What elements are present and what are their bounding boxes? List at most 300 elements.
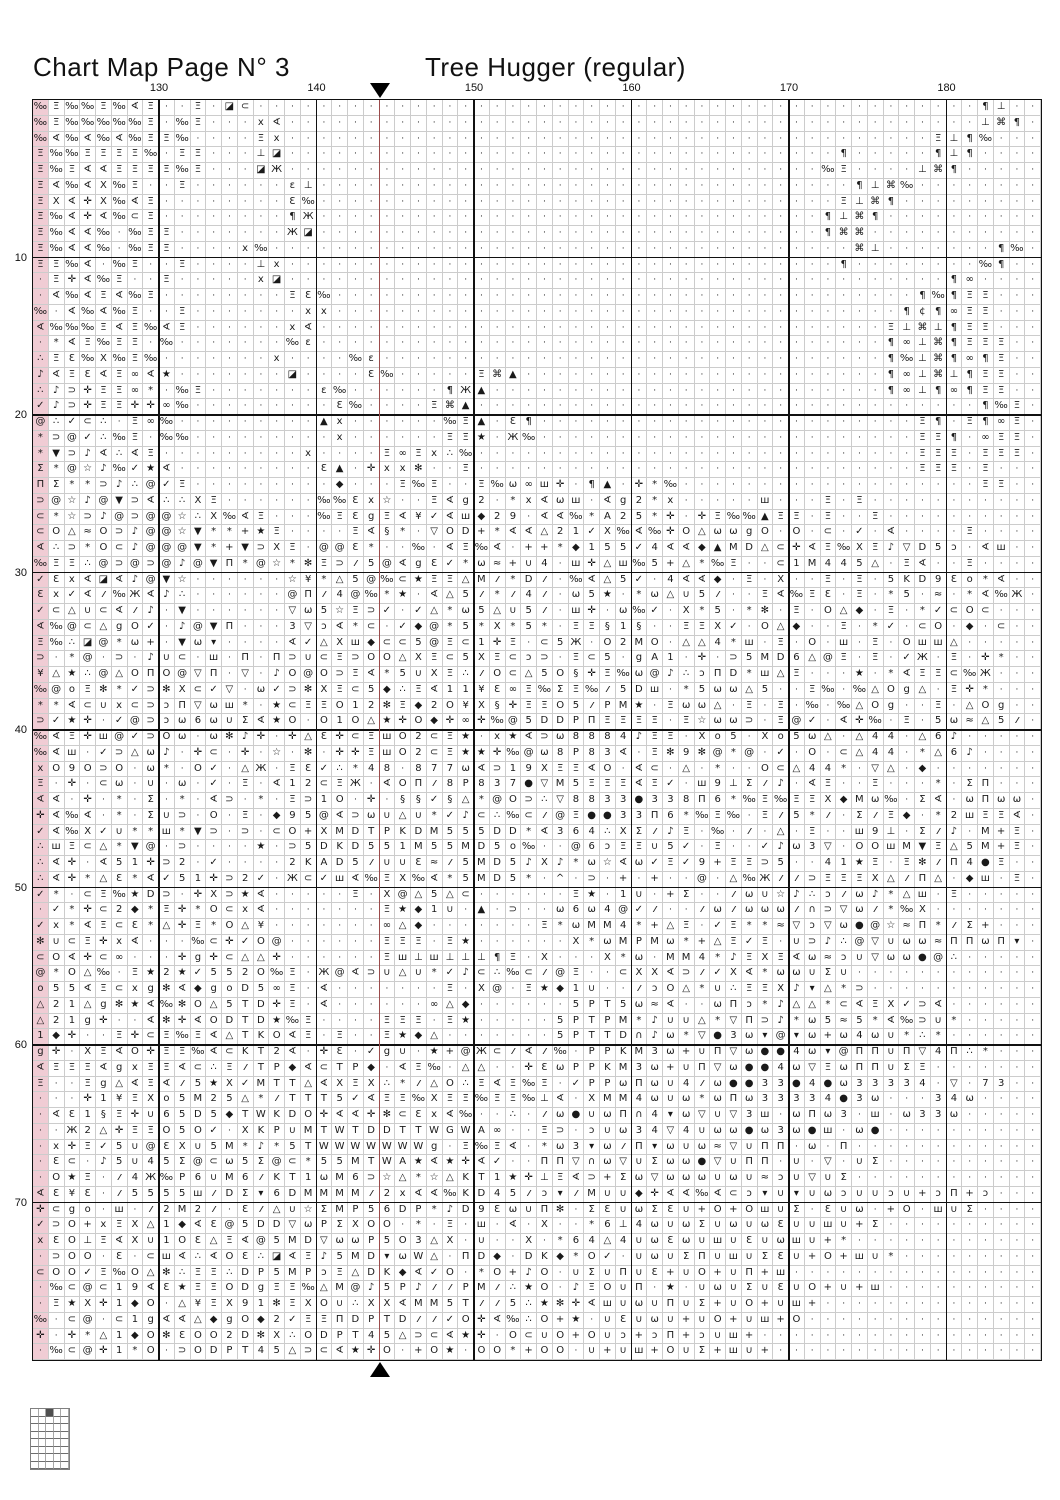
stitch-cell: 5 [443,825,459,841]
stitch-cell: ♪ [947,730,963,746]
stitch-cell: · [663,132,679,148]
stitch-cell: ⁄⁄ [710,588,726,604]
stitch-cell: · [80,1029,96,1045]
stitch-cell: · [569,273,585,289]
stitch-cell: · [1025,573,1041,589]
stitch-cell: O [443,1266,459,1282]
stitch-cell: O [285,667,301,683]
stitch-cell: · [600,195,616,211]
stitch-cell: x [521,494,537,510]
stitch-cell: · [521,1155,537,1171]
stitch-cell: · [474,1108,490,1124]
stitch-cell: · [96,651,112,667]
stitch-cell: ∴ [65,636,81,652]
stitch-cell: · [569,163,585,179]
stitch-cell: ✓ [206,1124,222,1140]
stitch-cell: ¶ [584,478,600,494]
stitch-cell: ⊃ [285,651,301,667]
stitch-cell: · [899,982,915,998]
stitch-cell: · [600,100,616,116]
stitch-cell: · [679,210,695,226]
stitch-cell: · [1025,588,1041,604]
stitch-cell: ∢ [33,620,49,636]
stitch-cell: Ξ [836,163,852,179]
stitch-cell: · [395,352,411,368]
stitch-cell: · [506,321,522,337]
stitch-cell: · [852,1108,868,1124]
stitch-cell: Ξ [537,699,553,715]
stitch-cell: · [364,147,380,163]
stitch-cell: ∪ [742,1250,758,1266]
stitch-cell: · [191,573,207,589]
stitch-cell: Ξ [96,919,112,935]
stitch-cell: ∢ [663,998,679,1014]
stitch-cell: X [616,825,632,841]
stitch-cell: G [443,1124,459,1140]
stitch-cell: ⊥ [947,132,963,148]
stitch-cell: · [915,1171,931,1187]
stitch-cell: · [931,1171,947,1187]
stitch-cell: W [411,1250,427,1266]
stitch-cell: · [773,683,789,699]
stitch-cell: K [254,1124,270,1140]
stitch-cell: · [647,116,663,132]
stitch-cell: ⁄⁄ [569,1187,585,1203]
stitch-cell: · [947,1061,963,1077]
stitch-cell: ‰ [49,210,65,226]
stitch-cell: 1 [506,762,522,778]
stitch-cell: ▾ [584,1140,600,1156]
stitch-cell: 4 [852,1029,868,1045]
stitch-cell: § [632,620,648,636]
stitch-cell: · [332,935,348,951]
stitch-cell: · [915,1124,931,1140]
stitch-cell: · [836,384,852,400]
stitch-cell: · [710,273,726,289]
stitch-cell: ✓ [663,777,679,793]
stitch-cell: · [884,636,900,652]
stitch-cell: ∢ [285,1250,301,1266]
stitch-cell: · [978,1234,994,1250]
stitch-cell: ⊥ [852,195,868,211]
stitch-cell: ▾ [647,1140,663,1156]
stitch-cell: ¥ [33,667,49,683]
stitch-cell: * [710,1014,726,1030]
stitch-cell: ⊃ [143,557,159,573]
stitch-cell: 1 [254,1297,270,1313]
stitch-cell: · [458,352,474,368]
stitch-cell: ⁄⁄ [521,1187,537,1203]
stitch-cell: 5 [931,714,947,730]
stitch-cell: ∪ [285,1203,301,1219]
stitch-cell: △ [269,1203,285,1219]
stitch-cell: Ɛ [33,588,49,604]
stitch-cell: · [206,226,222,242]
stitch-cell: ▽ [726,1108,742,1124]
stitch-cell: · [506,399,522,415]
stitch-cell: · [663,242,679,258]
stitch-cell: ω [632,951,648,967]
stitch-cell: D [254,1014,270,1030]
stitch-cell: 6 [191,714,207,730]
stitch-cell: @ [553,966,569,982]
stitch-cell: · [443,321,459,337]
stitch-cell: · [805,1203,821,1219]
stitch-cell: Ξ [679,825,695,841]
stitch-cell: Ξ [427,494,443,510]
stitch-cell: Ξ [789,510,805,526]
stitch-cell: ε [301,336,317,352]
stitch-cell: · [978,1281,994,1297]
stitch-cell: ≈ [821,951,837,967]
stitch-cell: · [742,762,758,778]
stitch-cell: 4 [695,951,711,967]
stitch-cell: · [411,132,427,148]
stitch-cell: · [301,100,317,116]
stitch-cell: Ɛ [49,1155,65,1171]
stitch-cell: 1 [128,856,144,872]
stitch-cell: · [758,289,774,305]
stitch-cell: Ξ [285,966,301,982]
stitch-cell: · [758,226,774,242]
stitch-cell: · [254,746,270,762]
stitch-cell: · [254,699,270,715]
stitch-cell: Ξ [128,321,144,337]
stitch-cell: ‰ [836,541,852,557]
stitch-cell: ∪ [868,1187,884,1203]
stitch-cell: · [663,620,679,636]
stitch-cell: · [301,714,317,730]
stitch-cell: o [65,683,81,699]
stitch-cell: · [821,699,837,715]
stitch-cell: 9 [695,856,711,872]
stitch-cell: O [899,1203,915,1219]
stitch-cell: · [1010,888,1026,904]
stitch-cell: ✛ [663,525,679,541]
stitch-cell: ‰ [474,541,490,557]
stitch-cell: ∪ [632,1313,648,1329]
stitch-cell: · [301,163,317,179]
stitch-cell: * [569,856,585,872]
stitch-cell: · [443,163,459,179]
stitch-cell: ¥ [254,919,270,935]
stitch-cell: § [490,699,506,715]
stitch-cell: ⁄⁄ [411,1077,427,1093]
stitch-cell: + [994,840,1010,856]
stitch-cell: 1 [285,777,301,793]
stitch-cell: ⊂ [49,604,65,620]
stitch-cell: △ [301,1077,317,1093]
stitch-cell: Ξ [821,777,837,793]
stitch-cell: · [758,273,774,289]
stitch-cell: ∪ [726,1281,742,1297]
stitch-cell: * [742,604,758,620]
stitch-cell: · [899,195,915,211]
stitch-cell: · [427,258,443,274]
stitch-cell: ∪ [663,1077,679,1093]
stitch-cell: · [852,1171,868,1187]
stitch-cell: ⁄⁄ [364,856,380,872]
stitch-cell: ∴ [33,856,49,872]
stitch-cell: D [506,825,522,841]
stitch-cell: Σ [647,1203,663,1219]
stitch-cell: · [348,1014,364,1030]
stitch-cell: Ж [915,651,931,667]
stitch-cell: · [301,510,317,526]
stitch-cell: ∢ [616,856,632,872]
stitch-cell: · [395,321,411,337]
stitch-cell: · [1010,1108,1026,1124]
stitch-cell: · [159,195,175,211]
stitch-cell: · [868,273,884,289]
stitch-cell: Ξ [96,1045,112,1061]
stitch-cell: ✛ [143,856,159,872]
stitch-cell: · [537,1029,553,1045]
stitch-cell: · [490,494,506,510]
stitch-cell: · [632,872,648,888]
stitch-cell: Ξ [427,651,443,667]
stitch-cell: · [1010,273,1026,289]
stitch-cell: 6 [663,809,679,825]
stitch-cell: ★ [458,1014,474,1030]
stitch-cell: · [742,368,758,384]
stitch-cell: 2 [380,1187,396,1203]
stitch-cell: ⊂ [65,935,81,951]
stitch-cell: ¥ [474,683,490,699]
stitch-cell: · [332,163,348,179]
stitch-cell: · [773,163,789,179]
stitch-cell: ✛ [80,903,96,919]
stitch-cell: · [915,242,931,258]
stitch-cell: · [821,368,837,384]
stitch-cell: ✓ [427,793,443,809]
stitch-cell: · [726,226,742,242]
stitch-cell: P [269,1061,285,1077]
stitch-cell: Ɛ [332,1045,348,1061]
stitch-cell: Ξ [96,321,112,337]
stitch-cell: ¶ [947,289,963,305]
stitch-cell: ✛ [474,1313,490,1329]
stitch-cell: ● [521,777,537,793]
stitch-cell: Ξ [254,510,270,526]
stitch-cell: · [1025,336,1041,352]
stitch-cell: △ [521,667,537,683]
stitch-cell: Π [852,1045,868,1061]
stitch-cell: · [584,258,600,274]
stitch-cell: 5 [852,557,868,573]
stitch-cell: Ξ [994,478,1010,494]
stitch-cell: · [931,478,947,494]
stitch-cell: · [758,431,774,447]
stitch-cell: ∢ [506,1140,522,1156]
stitch-cell: ω [978,935,994,951]
stitch-cell: Ж [285,872,301,888]
stitch-cell: · [427,116,443,132]
stitch-cell: ∪ [632,1234,648,1250]
stitch-cell: · [553,100,569,116]
stitch-cell: · [364,998,380,1014]
stitch-cell: § [96,1108,112,1124]
stitch-cell: · [710,289,726,305]
stitch-cell: · [899,494,915,510]
stitch-cell: ∪ [852,951,868,967]
stitch-cell: · [411,179,427,195]
stitch-cell: O [96,525,112,541]
stitch-cell: · [506,336,522,352]
stitch-cell: Ξ [269,1281,285,1297]
stitch-cell: * [33,431,49,447]
stitch-cell: ✛ [584,557,600,573]
stitch-cell: ‰ [49,1281,65,1297]
stitch-cell: O [537,1266,553,1282]
stitch-cell: ∴ [395,683,411,699]
stitch-cell: ⁄⁄ [836,888,852,904]
stitch-cell: · [395,147,411,163]
stitch-cell: 4 [521,588,537,604]
stitch-cell: ✛ [112,1124,128,1140]
stitch-cell: · [411,258,427,274]
stitch-cell: · [222,651,238,667]
stitch-cell: O [490,1266,506,1282]
stitch-cell: ⌘ [836,226,852,242]
row-label: 60 [14,1039,27,1051]
stitch-cell: Σ [899,1061,915,1077]
stitch-cell: ∢ [490,541,506,557]
stitch-cell: 9 [474,1203,490,1219]
stitch-cell: · [616,352,632,368]
stitch-cell: · [868,147,884,163]
stitch-cell: ⊥ [947,147,963,163]
stitch-cell: · [348,951,364,967]
stitch-cell: D [348,840,364,856]
stitch-cell: △ [852,730,868,746]
stitch-cell: · [80,856,96,872]
stitch-cell: Ξ [49,116,65,132]
stitch-cell: · [395,100,411,116]
stitch-cell: * [112,840,128,856]
stitch-cell: ∴ [49,541,65,557]
stitch-cell: ∞ [899,368,915,384]
stitch-cell: · [506,982,522,998]
stitch-cell: ш [616,557,632,573]
stitch-cell: Ξ [994,431,1010,447]
stitch-cell: 7 [978,1077,994,1093]
stitch-cell: D [380,1124,396,1140]
stitch-cell: ▾ [380,1250,396,1266]
stitch-cell: · [1025,966,1041,982]
stitch-cell: · [490,352,506,368]
stitch-cell: · [380,163,396,179]
stitch-cell: Ξ [364,730,380,746]
stitch-cell: · [395,384,411,400]
stitch-cell: P [569,1014,585,1030]
stitch-cell: ⊃ [143,714,159,730]
stitch-cell: 1 [191,872,207,888]
stitch-cell: ⊃ [65,447,81,463]
stitch-cell: △ [695,525,711,541]
stitch-cell: X [80,1045,96,1061]
stitch-cell: · [254,620,270,636]
stitch-cell: D [332,856,348,872]
stitch-cell: · [411,982,427,998]
stitch-cell: ⁄⁄ [364,1187,380,1203]
stitch-cell: + [852,1218,868,1234]
stitch-cell: ∢ [931,998,947,1014]
stitch-cell: · [348,1029,364,1045]
stitch-cell: O [65,1218,81,1234]
stitch-cell: ∪ [600,1266,616,1282]
stitch-cell: ⁄⁄ [1010,714,1026,730]
stitch-cell: · [616,415,632,431]
stitch-cell: 3 [726,1029,742,1045]
stitch-cell: · [852,478,868,494]
stitch-cell: ¶ [821,210,837,226]
stitch-cell: ω [710,525,726,541]
stitch-cell: · [569,100,585,116]
stitch-cell: · [663,636,679,652]
stitch-cell: Ξ [380,951,396,967]
stitch-cell: · [994,179,1010,195]
stitch-cell: ɔ [159,699,175,715]
stitch-cell: · [490,384,506,400]
stitch-cell: · [33,1155,49,1171]
stitch-cell: · [490,195,506,211]
stitch-cell: ✛ [332,746,348,762]
stitch-cell: ★ [206,1077,222,1093]
stitch-cell: Ξ [931,132,947,148]
stitch-cell: ⁄⁄ [537,588,553,604]
stitch-cell: ‰ [332,384,348,400]
stitch-cell: ‰ [962,667,978,683]
stitch-cell: Ξ [80,147,96,163]
stitch-cell: D [632,683,648,699]
stitch-cell: ¢ [915,305,931,321]
stitch-cell: § [380,525,396,541]
stitch-cell: 5 [332,1250,348,1266]
stitch-cell: Ξ [332,777,348,793]
stitch-cell: · [474,210,490,226]
stitch-cell: ✛ [632,478,648,494]
stitch-cell: 3 [773,1077,789,1093]
stitch-cell: ▼ [175,604,191,620]
stitch-cell: ✓ [899,998,915,1014]
stitch-cell: Ξ [821,541,837,557]
stitch-cell: ∢ [521,730,537,746]
stitch-cell: · [128,1250,144,1266]
stitch-cell: · [931,1140,947,1156]
stitch-cell: · [773,100,789,116]
stitch-cell: Ξ [836,872,852,888]
stitch-cell: x [395,1187,411,1203]
stitch-cell: · [584,210,600,226]
stitch-cell: ∢ [584,1297,600,1313]
stitch-cell: ◆ [411,903,427,919]
stitch-cell: 5 [569,777,585,793]
stitch-cell: x [301,305,317,321]
stitch-cell: ∢ [80,588,96,604]
stitch-cell: ∢ [65,195,81,211]
stitch-cell: · [805,100,821,116]
stitch-cell: ✓ [49,714,65,730]
stitch-cell: · [710,163,726,179]
stitch-cell: ω [458,762,474,778]
stitch-cell: · [821,273,837,289]
stitch-cell: ∢ [80,226,96,242]
stitch-cell: Ξ [584,777,600,793]
stitch-cell: ★ [143,966,159,982]
stitch-cell: · [1010,951,1026,967]
stitch-cell: · [789,100,805,116]
